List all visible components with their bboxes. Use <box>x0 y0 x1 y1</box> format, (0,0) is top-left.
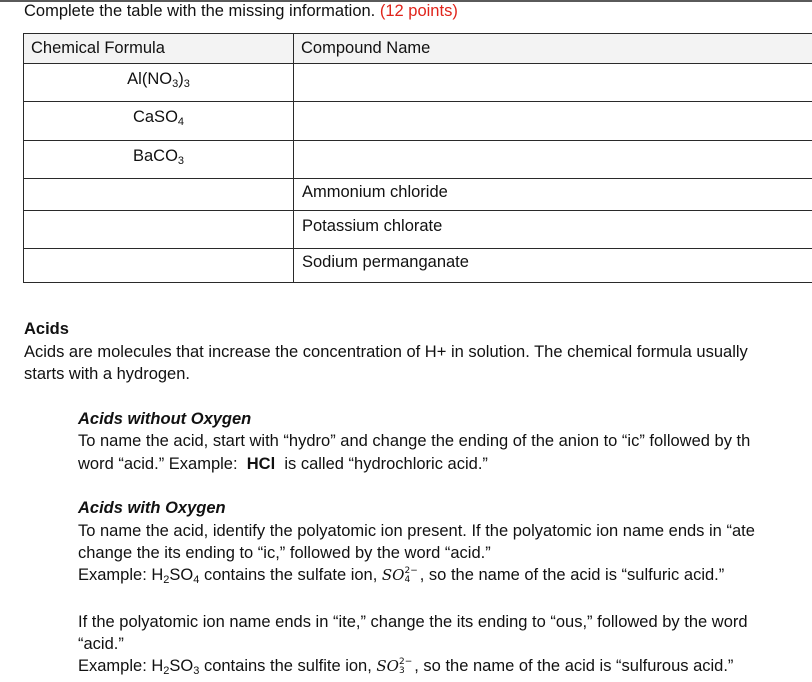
compound-table <box>23 33 812 283</box>
compound-name-cell[interactable] <box>294 64 812 102</box>
sulfite-ion: SO2− 3 <box>376 657 414 675</box>
formula-cell[interactable]: BaCO$_3$ <box>24 141 294 179</box>
formula-cell[interactable] <box>24 179 294 211</box>
header-chemical-formula: Chemical Formula <box>24 34 294 64</box>
table-row <box>24 102 812 141</box>
ite-line2: “acid.” <box>78 633 124 655</box>
acids-intro-line1: Acids are molecules that increase the concentration of H+ in solution. The chemical formula usually <box>24 341 748 363</box>
sulfurous-example: Example: $H_2SO_3$ contains the sulfite ion, SO2− 3 , so the name of the acid is “sulfurous acid.” <box>78 655 733 682</box>
table-header-row <box>24 34 812 64</box>
compound-name-cell: Potassium chlorate <box>294 211 812 249</box>
hcl-formula: HCl <box>247 455 275 473</box>
formula-cell[interactable]: CaSO$_4$ <box>24 102 294 141</box>
with-oxygen-line2: change the its ending to “ic,” followed by the word “acid.” <box>78 542 491 564</box>
compound-name-cell: Sodium permanganate <box>294 249 812 283</box>
formula-cell[interactable] <box>24 249 294 283</box>
acids-intro-line2: starts with a hydrogen. <box>24 363 190 385</box>
acids-heading: Acids <box>24 318 69 340</box>
with-oxygen-heading: Acids with Oxygen <box>78 497 226 519</box>
compound-name-cell: Ammonium chloride <box>294 179 812 211</box>
compound-name-cell[interactable] <box>294 141 812 179</box>
table-row <box>24 211 812 249</box>
instruction-line <box>24 2 458 21</box>
no-oxygen-heading: Acids without Oxygen <box>78 408 251 430</box>
header-compound-name: Compound Name <box>294 34 812 64</box>
ite-line1: If the polyatomic ion name ends in “ite,” change the its ending to “ous,” followed by the word <box>78 611 748 633</box>
with-oxygen-line1: To name the acid, identify the polyatomic ion present. If the polyatomic ion name ends in “ate <box>78 520 755 542</box>
points-label: (12 points) <box>380 2 458 20</box>
sulfate-ion: SO2− 4 <box>382 566 420 584</box>
formula-cell[interactable]: $Al(NO_3)_3$ <box>24 64 294 102</box>
table-row <box>24 64 812 102</box>
table-row <box>24 141 812 179</box>
no-oxygen-line2: word “acid.” Example: HCl is called “hydrochloric acid.” <box>78 453 488 475</box>
compound-name-cell[interactable] <box>294 102 812 141</box>
table-row <box>24 249 812 283</box>
instruction-text: Complete the table with the missing information. <box>24 2 375 20</box>
formula-cell[interactable] <box>24 211 294 249</box>
table-row <box>24 179 812 211</box>
no-oxygen-line1: To name the acid, start with “hydro” and change the ending of the anion to “ic” followed by th <box>78 430 750 452</box>
sulfuric-example: Example: $H_2SO_4$ contains the sulfate ion, SO2− 4 , so the name of the acid is “sulfuric acid.” <box>78 564 724 591</box>
